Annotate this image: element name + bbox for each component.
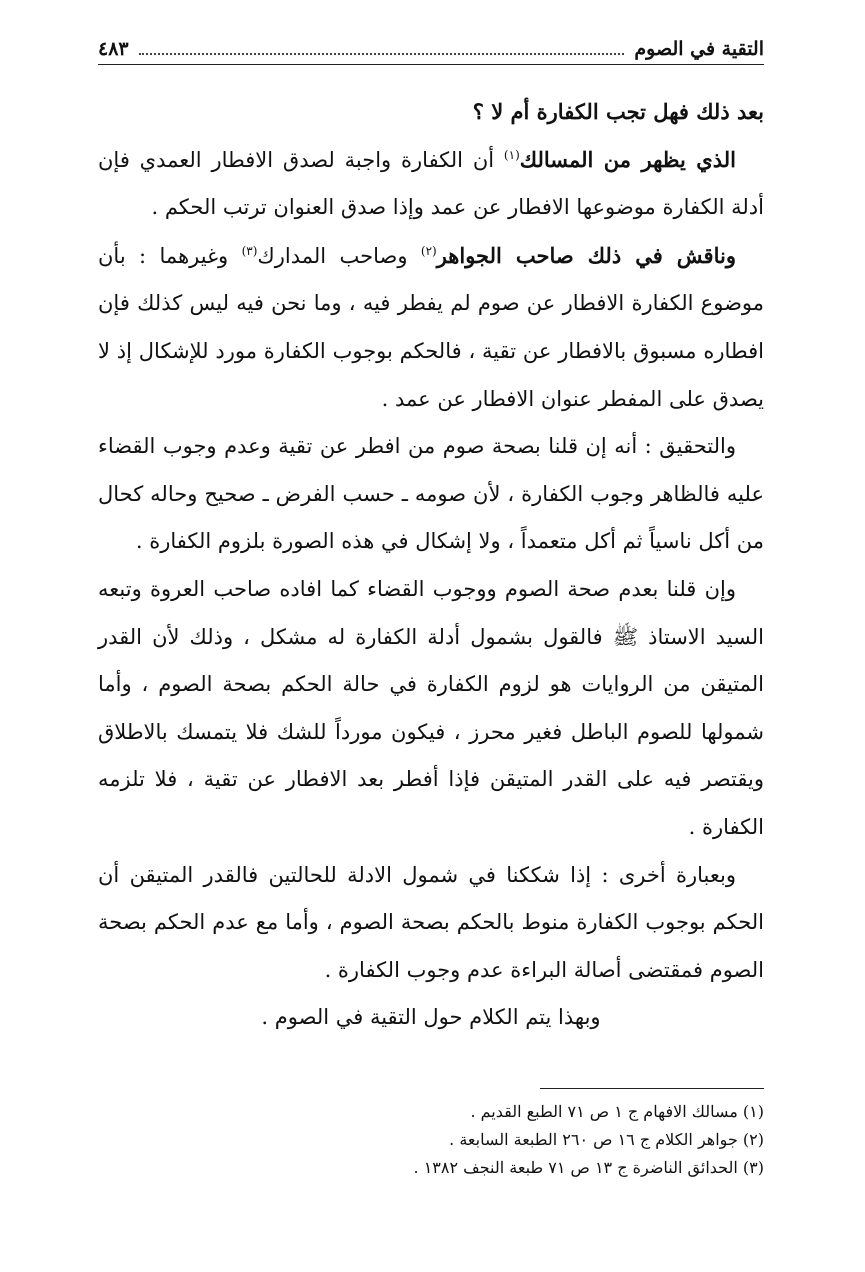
paragraph-other-words: وبعبارة أخرى : إذا شككنا في شمول الادلة للحالتين فالقدر المتيقن أن الحكم بوجوب الكفارة منوط بالحكم بصحة الصوم ، وأما مع عدم الحكم بصحة الصوم فمقتضى أصالة البراءة عدم وجوب الكفارة . [98,862,764,982]
footnote-3: (٣) الحدائق الناضرة ج ١٣ ص ٧١ طبعة النجف ١٣٨٢ . [413,1158,764,1177]
footnote-1: (١) مسالك الافهام ج ١ ص ٧١ الطبع القديم . [470,1102,764,1121]
footnote-divider [540,1088,764,1089]
running-title: التقية في الصوم [634,38,764,60]
paragraph-invalid-fast: وإن قلنا بعدم صحة الصوم ووجوب القضاء كما افاده صاحب العروة وتبعه السيد الاستاذ ﷺ فالقول بشمول أدلة الكفارة له مشكل ، وذلك لأن القدر المتيقن من الروايات هو لزوم الكفارة في حالة الحكم بصحة الصوم ، وأما شمولها للصوم الباطل فغير محرز ، فيكون مورداً للشك فلا يتمسك بالاطلاق ويقتصر فيه على القدر المتيقن فإذا أفطر بعد الافطار عن تقية ، فلا تلزمه الكفارة . [98,576,764,839]
running-header [98,30,764,65]
paragraph-objection-mid: وصاحب المدارك [257,243,421,268]
paragraph-conclusion: وبهذا يتم الكلام حول التقية في الصوم . [261,1005,601,1030]
paragraph-objection-rest: وغيرهما : بأن موضوع الكفارة الافطار عن صوم لم يفطر فيه ، وما نحن فيه ليس كذلك فإن افطاره مسبوق بالافطار عن تقية ، فالحكم بوجوب الكفارة مورد للإشكال إذ لا يصدق على المفطر عنوان الافطار عن عمد . [98,243,764,411]
footnote-ref-3: (٣) [241,243,258,258]
paragraph-question: بعد ذلك فهل تجب الكفارة أم لا ؟ [472,99,764,124]
footnote-ref-1: (١) [503,147,520,162]
paragraph-verification: والتحقيق : أنه إن قلنا بصحة صوم من افطر عن تقية وعدم وجوب القضاء عليه فالظاهر وجوب الكفارة ، لأن صومه ـ حسب الفرض ـ صحيح وحاله كحال من أكل ناسياً ثم أكل متعمداً ، ولا إشكال في هذه الصورة بلزوم الكفارة . [98,434,764,554]
main-text [98,88,764,1042]
paragraph-objection [98,232,764,423]
paragraph-masalik [98,136,764,232]
leader-dots [139,52,625,55]
paragraph-masalik-lead: الذي يظهر من المسالك [519,146,736,172]
footnote-ref-2: (٢) [420,243,437,258]
paragraph-objection-lead: وناقش في ذلك صاحب الجواهر [436,242,736,268]
footnotes [98,1098,764,1182]
page-number: ٤٨٣ [98,38,129,60]
footnote-2: (٢) جواهر الكلام ج ١٦ ص ٢٦٠ الطبعة السابعة . [449,1130,764,1149]
paragraph-masalik-rest: أن الكفارة واجبة لصدق الافطار العمدي فإن أدلة الكفارة موضوعها الافطار عن عمد وإذا صدق العنوان ترتب الحكم . [98,147,764,220]
